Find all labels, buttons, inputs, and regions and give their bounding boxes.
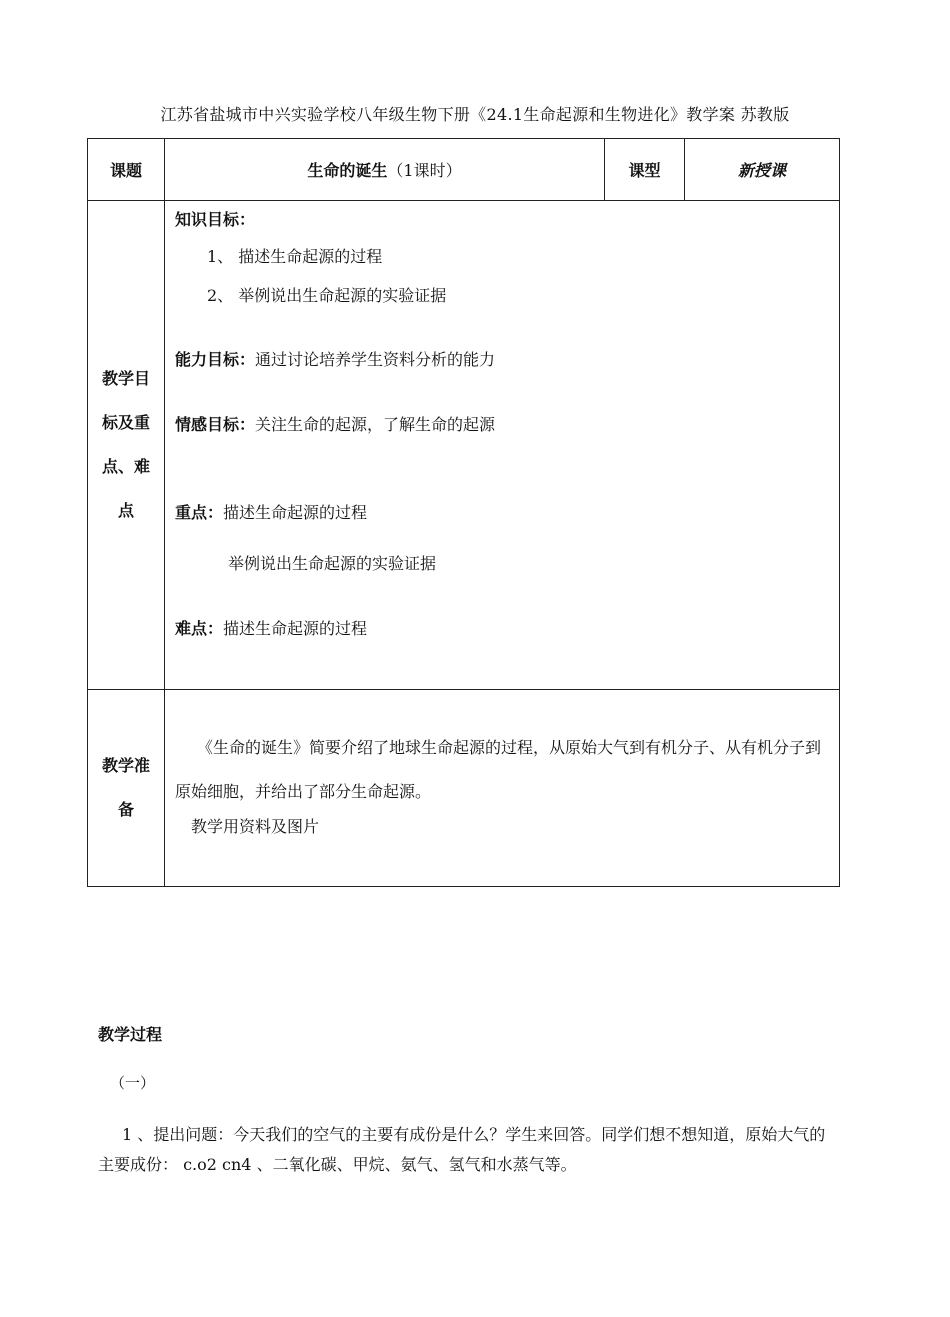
- prep-label-line: 教学准: [101, 756, 150, 775]
- goals-label-line: 标及重: [101, 413, 150, 432]
- goals-label-line: 点、难: [101, 457, 150, 476]
- knowledge-item: 1、 描述生命起源的过程: [207, 247, 383, 266]
- prep-content: [165, 690, 840, 887]
- goals-row: [88, 201, 840, 690]
- goals-label-line: 点: [117, 501, 134, 520]
- goals-content: [165, 201, 840, 690]
- document-title: 江苏省盐城市中兴实验学校八年级生物下册《24.1生命起源和生物进化》教学案 苏教版: [160, 105, 790, 124]
- key-label: 重点：: [175, 503, 224, 522]
- key-item: 举例说出生命起源的实验证据: [228, 554, 437, 573]
- process-paragraph: 1 、提出问题：今天我们的空气的主要有成份是什么？学生来回答。同学们想不想知道，原始大气的主要成份： c.o2 cn4 、二氧化碳、甲烷、氨气、氢气和水蒸气等。: [98, 1125, 826, 1174]
- topic-hours: （1课时）: [387, 161, 462, 180]
- lesson-plan-table: [87, 138, 840, 887]
- emotion-label: 情感目标：: [175, 415, 256, 434]
- prep-paragraph: 《生命的诞生》简要介绍了地球生命起源的过程，从原始大气到有机分子、从有机分子到原始细胞，并给出了部分生命起源。: [175, 738, 822, 801]
- topic-label: 课题: [88, 139, 165, 201]
- ability-line: [175, 347, 495, 370]
- knowledge-item: 2、 举例说出生命起源的实验证据: [207, 286, 447, 305]
- process-section-label: （一）: [110, 1074, 156, 1092]
- prep-label-line: 备: [117, 800, 134, 819]
- type-label: 课型: [605, 139, 685, 201]
- prep-row: [88, 690, 840, 887]
- difficulty-label: 难点：: [175, 619, 224, 638]
- type-value: 新授课: [685, 139, 840, 201]
- knowledge-label: 知识目标：: [175, 210, 256, 229]
- prep-label: [88, 690, 165, 887]
- topic-title: 生命的诞生: [307, 161, 388, 180]
- emotion-text: 关注生命的起源，了解生命的起源: [255, 415, 496, 434]
- process-title: 教学过程: [98, 1025, 163, 1044]
- topic-row: [88, 139, 840, 201]
- prep-materials: 教学用资料及图片: [191, 817, 320, 836]
- difficulty-text: 描述生命起源的过程: [223, 619, 368, 638]
- ability-label: 能力目标：: [175, 350, 256, 369]
- goals-label: [88, 201, 165, 690]
- difficulty-line: [175, 616, 367, 639]
- emotion-line: [175, 412, 495, 435]
- key-line: [175, 500, 367, 523]
- goals-label-line: 教学目: [101, 369, 150, 388]
- topic-cell: [165, 139, 605, 201]
- key-item: 描述生命起源的过程: [223, 503, 368, 522]
- ability-text: 通过讨论培养学生资料分析的能力: [255, 350, 496, 369]
